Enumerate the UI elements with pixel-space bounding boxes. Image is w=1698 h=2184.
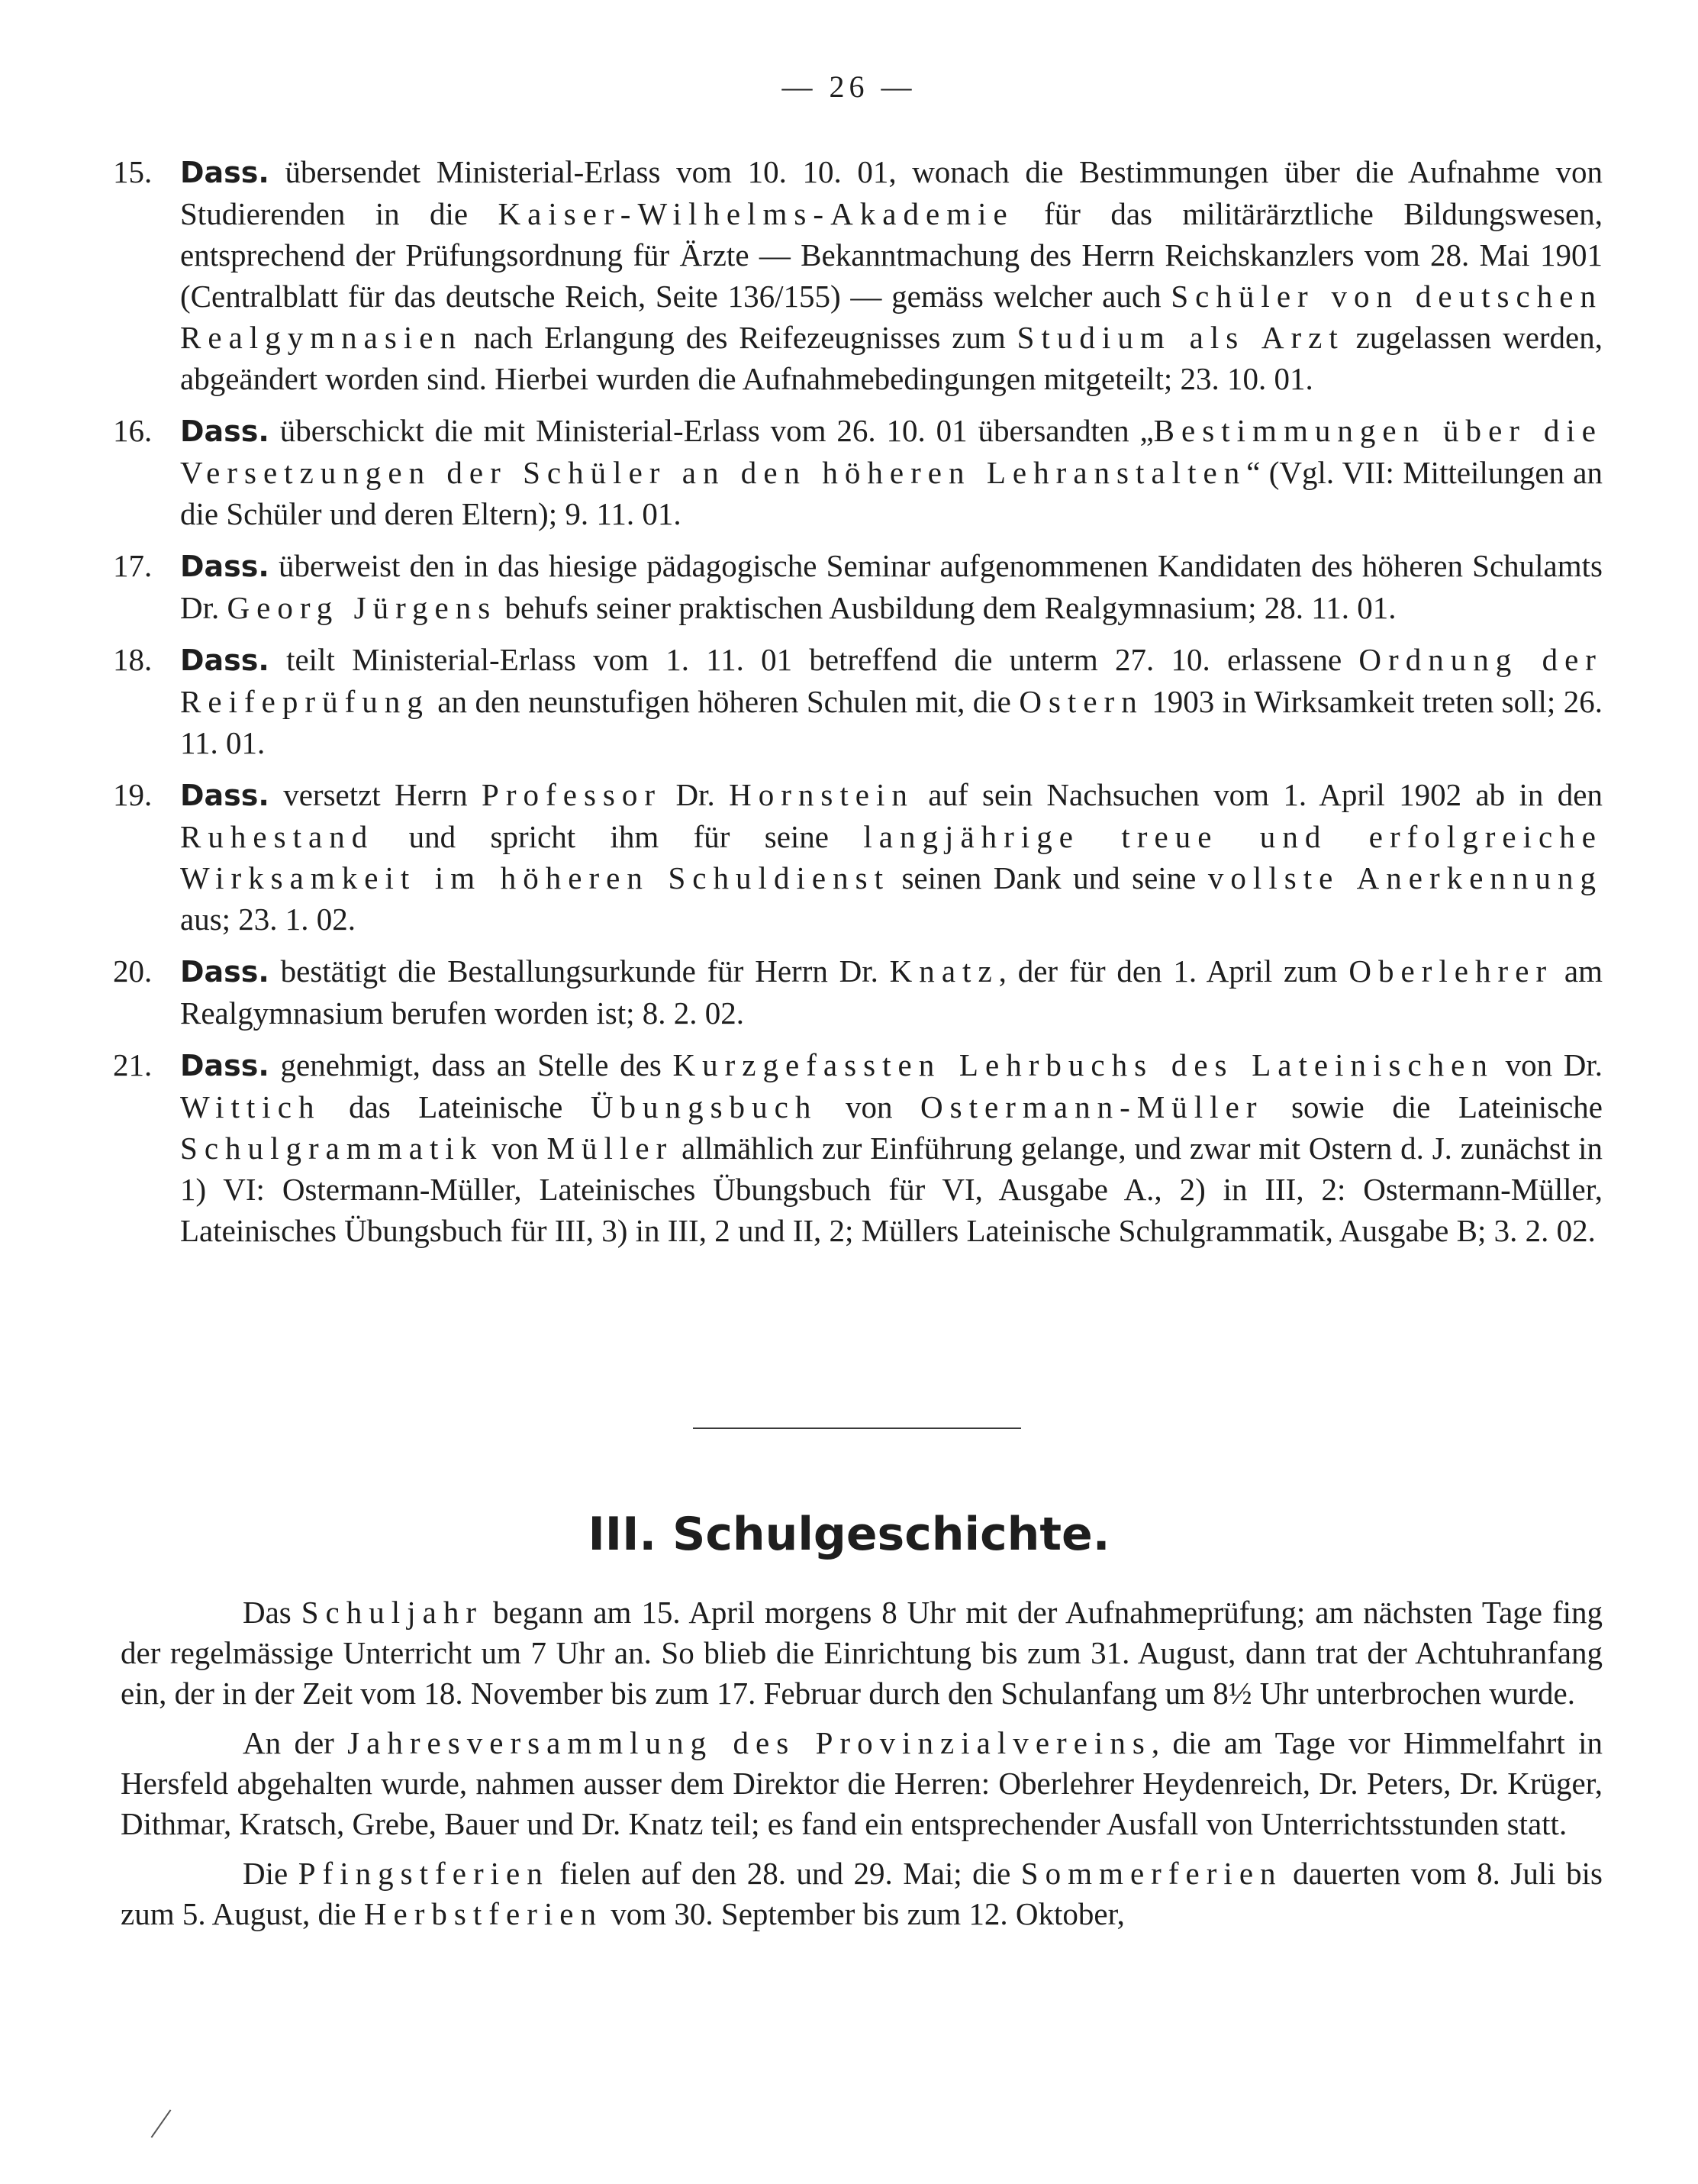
entry-text: Dass. genehmigt, dass an Stelle des Kurzgefassten Lehrbuchs des Lateinischen von Dr. Wittich das Lateinische Übungsbuch von Ostermann-Müller sowie die Lateinische Schulgrammatik von Müller allmählich zur Einführung gelange, und zwar mit Ostern d. J. zunächst in 1) VI: Ostermann-Müller, Lateinisches Übungsbuch für VI, Ausgabe A., 2) in III, 2: Ostermann-Müller, Lateinisches Übungsbuch für III, 3) in III, 2 und II, 2; Müllers Lateinische Schulgrammatik, Ausgabe B; 3. 2. 02. <box>180 1047 1603 1248</box>
entry-number: 16. <box>113 413 153 448</box>
entry-text: Dass. versetzt Herrn Professor Dr. Hornstein auf sein Nachsuchen vom 1. April 1902 ab in den Ruhestand und spricht ihm für seine langjährige treue und erfolgreiche Wirksamkeit im höheren Schuldienst seinen Dank und seine vollste Anerkennung aus; 23. 1. 02. <box>180 777 1603 937</box>
spaced-emphasis: Georg Jürgens <box>227 590 498 625</box>
spaced-emphasis: Bestimmungen über die Versetzungen der Schüler an den höheren Lehranstalten <box>180 413 1603 490</box>
entry-number: 19. <box>113 777 153 812</box>
spaced-emphasis: Pfingstferien <box>298 1856 549 1891</box>
spaced-emphasis: Ordnung der Reifeprüfung <box>180 642 1603 719</box>
entry-keyword: Dass. <box>180 955 269 989</box>
spaced-emphasis: Wittich <box>180 1089 321 1124</box>
entry-number: 18. <box>113 642 153 677</box>
entry-text: Dass. überschickt die mit Ministerial-Erlass vom 26. 10. 01 übersandten „Bestimmungen über die Versetzungen der Schüler an den höheren Lehranstalten“ (Vgl. VII: Mitteilungen an die Schüler und deren Eltern); 9. 11. 01. <box>180 413 1603 531</box>
spaced-emphasis: Ostern <box>1019 684 1144 719</box>
spaced-emphasis: Herbstferien <box>363 1896 604 1931</box>
entry-text: Dass. bestätigt die Bestallungsurkunde für Herrn Dr. Knatz, der für den 1. April zum Oberlehrer am Realgymnasium berufen worden ist; 8. 2. 02. <box>180 953 1603 1031</box>
list-item <box>113 151 1603 399</box>
spaced-emphasis: Schuljahr <box>301 1595 484 1630</box>
paragraph: An der Jahresversammlung des Provinzialvereins, die am Tage vor Himmelfahrt in Hersfeld abgehalten wurde, nahmen ausser dem Direktor die Herren: Oberlehrer Heydenreich, Dr. Peters, Dr. Krüger, Dithmar, Kratsch, Grebe, Bauer und Dr. Knatz teil; es fand ein entsprechender Ausfall von Unterrichtsstunden statt. <box>121 1725 1603 1841</box>
entry-number: 21. <box>113 1047 153 1082</box>
entry-keyword: Dass. <box>180 550 269 583</box>
spaced-emphasis: Jahresversammlung des Provinzialvereins <box>347 1725 1152 1760</box>
spaced-emphasis: Knatz <box>889 953 999 989</box>
section-divider <box>693 1428 1021 1429</box>
list-item <box>113 774 1603 940</box>
section-heading: III. Schulgeschichte. <box>588 1508 1110 1561</box>
entry-keyword: Dass. <box>180 779 269 812</box>
paragraph: Das Schuljahr begann am 15. April morgens 8 Uhr mit der Aufnahmeprüfung; am nächsten Tage fing der regelmässige Unterricht um 7 Uhr an. So blieb die Einrichtung bis zum 31. August, dann trat der Achtuhranfang ein, der in der Zeit vom 18. November bis zum 17. Februar durch den Schulanfang um 8½ Uhr unterbrochen wurde. <box>121 1595 1603 1711</box>
list-item <box>113 545 1603 628</box>
list-item <box>113 950 1603 1034</box>
section-body <box>121 1592 1603 1944</box>
entry-keyword: Dass. <box>180 1049 269 1082</box>
spaced-emphasis: vollste Anerkennung <box>1207 860 1603 895</box>
entry-text: Dass. übersendet Ministerial-Erlass vom 10. 10. 01, wonach die Bestimmungen über die Aufnahme von Studierenden in die Kaiser-Wilhelms-Akademie für das militärärztliche Bildungswesen, entsprechend der Prüfungsordnung für Ärzte — Bekanntmachung des Herrn Reichskanzlers vom 28. Mai 1901 (Centralblatt für das deutsche Reich, Seite 136/155) — gemäss welcher auch Schüler von deutschen Realgymnasien nach Erlangung des Reifezeugnisses zum Studium als Arzt zugelassen werden, abgeändert worden sind. Hierbei wurden die Aufnahmebedingungen mitgeteilt; 23. 10. 01. <box>180 154 1603 396</box>
spaced-emphasis: Übungsbuch <box>590 1089 818 1124</box>
entry-number: 20. <box>113 953 153 989</box>
entry-number: 15. <box>113 154 153 189</box>
spaced-emphasis: Schüler von deutschen Realgymnasien <box>180 279 1603 355</box>
list-item <box>113 410 1603 534</box>
list-item <box>113 639 1603 763</box>
spaced-emphasis: Schulgrammatik <box>180 1131 484 1166</box>
entry-keyword: Dass. <box>180 156 269 189</box>
spaced-emphasis: Oberlehrer <box>1348 953 1554 989</box>
entry-number: 17. <box>113 548 153 583</box>
spaced-emphasis: Kaiser-Wilhelms-Akademie <box>498 196 1014 231</box>
list-item <box>113 1044 1603 1251</box>
spaced-emphasis: Professor <box>482 777 662 812</box>
entry-text: Dass. teilt Ministerial-Erlass vom 1. 11. 01 betreffend die unterm 27. 10. erlassene Ordnung der Reifeprüfung an den neunstufigen höheren Schulen mit, die Ostern 1903 in Wirksamkeit treten soll; 26. 11. 01. <box>180 642 1603 760</box>
spaced-emphasis: Kurzgefassten Lehrbuchs des Lateinischen <box>672 1047 1494 1082</box>
paragraph: Die Pfingstferien fielen auf den 28. und 29. Mai; die Sommerferien dauerten vom 8. Juli bis zum 5. August, die Herbstferien vom 30. September bis zum 12. Oktober, <box>121 1856 1603 1931</box>
entry-keyword: Dass. <box>180 415 269 448</box>
spaced-emphasis: Müller <box>546 1131 674 1166</box>
entry-keyword: Dass. <box>180 644 269 677</box>
spaced-emphasis: langjährige treue und erfolgreiche Wirksamkeit im höheren Schuldienst <box>180 819 1603 895</box>
decree-list <box>113 151 1603 1262</box>
spaced-emphasis: Ruhestand <box>180 819 375 854</box>
spaced-emphasis: Studium als Arzt <box>1017 320 1345 355</box>
spaced-emphasis: Ostermann-Müller <box>920 1089 1264 1124</box>
entry-text: Dass. überweist den in das hiesige pädagogische Seminar aufgenommenen Kandidaten des höheren Schulamts Dr. Georg Jürgens behufs seiner praktischen Ausbildung dem Realgymnasium; 28. 11. 01. <box>180 548 1603 625</box>
page-number: — 26 — <box>781 69 917 104</box>
pencil-mark <box>151 2109 172 2137</box>
spaced-emphasis: Hornstein <box>729 777 914 812</box>
spaced-emphasis: Sommerferien <box>1020 1856 1283 1891</box>
